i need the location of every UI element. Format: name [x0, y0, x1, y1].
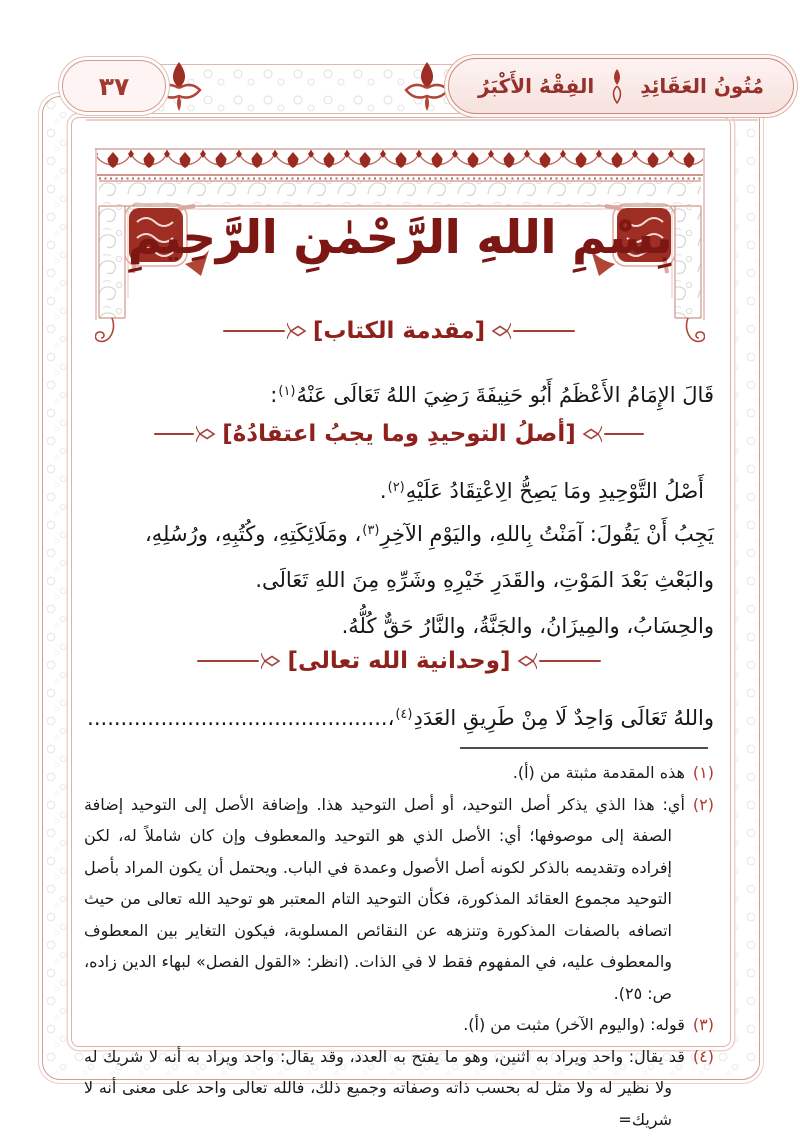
heading-finial-icon [517, 652, 537, 670]
dotted-leader: ............................................. [87, 706, 388, 730]
footnote-text: هذه المقدمة مثبتة من (أ). [512, 763, 685, 782]
paragraph-punct: : [270, 383, 278, 407]
paragraph-punct: . [379, 479, 387, 503]
paragraph-tawhid [84, 468, 714, 511]
basmala-calligraphy: بِسْمِ اللهِ الرَّحْمٰنِ الرَّحِيمِ [127, 210, 673, 264]
paragraph-text: يَجِبُ أَنْ يَقُولَ: آمَنْتُ بِاللهِ، واليَوْمِ الآخِرِ [380, 522, 714, 546]
paragraph-punct: ، [387, 706, 395, 730]
creed-line [84, 508, 714, 557]
series-title: مُتُونُ العَقَائِدِ [640, 74, 764, 98]
footnote-marker: (٣) [692, 1015, 714, 1034]
heading-text: [مقدمة الكتاب] [312, 318, 486, 344]
heading-rule [223, 330, 285, 332]
creed-line [84, 603, 714, 649]
heading-finial-icon [196, 425, 216, 443]
heading-finial-icon [582, 425, 602, 443]
paragraph-text: والبَعْثِ بَعْدَ المَوْتِ، والقَدَرِ خَيْرِهِ وشَرِّهِ مِنَ اللهِ تَعَالَى. [255, 568, 714, 592]
creed-line [84, 557, 714, 603]
heading-finial-icon [261, 652, 281, 670]
paragraph-imam-statement [84, 372, 714, 415]
footnote-separator [460, 747, 708, 749]
heading-rule [539, 660, 601, 662]
running-head-cartouche [448, 58, 794, 114]
footnote-marker: (١) [692, 763, 714, 782]
footnote-item [84, 757, 714, 789]
heading-text: [وحدانية الله تعالى] [287, 648, 511, 674]
paragraph-text: واللهُ تَعَالَى وَاحِدٌ لَا مِنْ طَرِيقِ العَدَدِ [413, 706, 714, 730]
paragraph-creed [84, 508, 714, 649]
footnote-ref-4: (٤) [395, 707, 413, 722]
header-rule [86, 119, 758, 121]
page-number: ٣٧ [98, 71, 130, 101]
heading-finial-icon [491, 322, 511, 340]
paragraph-text: قَالَ الإِمَامُ الأَعْظَمُ أَبُو حَنِيفَةَ رَضِيَ اللهُ تَعَالَى عَنْهُ [296, 383, 714, 407]
footnote-marker: (٢) [692, 794, 714, 814]
heading-rule [604, 433, 644, 435]
footnotes-block [84, 757, 714, 1135]
palmette-ornament-icon [404, 58, 450, 114]
paragraph-text: أَصْلُ التَّوْحِيدِ ومَا يَصِحُّ الِاعْتِقَادُ عَلَيْهِ [405, 479, 704, 503]
heading-rule [154, 433, 194, 435]
footnote-item [84, 1041, 714, 1136]
heading-rule [197, 660, 259, 662]
footnote-text: أي: هذا الذي يذكر أصل التوحيد، أو أصل التوحيد هذا. وإضافة الأصل إلى التوحيد إضافة الصفة إلى موصوفها؛ أي: الأصل الذي هو التوحيد والمعطوف وإن كان شاملاً له، لكن إفراده وتقديمه بالذكر لكونه أصل الأصول وعمدة في الباب. ويحتمل أن يكون المراد بأصل التوحيد مجموع العقائد المذكورة، فكأن التوحيد التام المعتبر هو توحيد الله تعالى من حيث اتصافه بالصفات المذكورة وتنزهه عن النقائص المسلوبة، فيكون التغاير بين المعطوف والمعطوف عليه، في المفهوم فقط لا في الذات. (انظر: «القول الفصل» لبهاء الدين زاده، ص: ٢٥). [84, 794, 685, 1003]
section-heading-intro [84, 318, 714, 344]
footnote-text: قد يقال: واحد ويراد به اثنين، وهو ما يفتح به العدد، وقد يقال: واحد ويراد به أنه لا شريك له ولا نظير له ولا مثل له بحسب ذاته وصفاته وجميع ذلك، فالله تعالى واحد على معنى أنه لا شريك= [84, 1046, 685, 1129]
heading-finial-icon [287, 322, 307, 340]
footnote-item [84, 789, 714, 1010]
footnote-item [84, 1009, 714, 1041]
footnote-ref-2: (٢) [387, 480, 405, 495]
book-title: الفِقْهُ الأَكْبَرُ [478, 74, 595, 98]
section-heading-tawhid [84, 421, 714, 447]
footnote-ref-1: (١) [278, 384, 296, 399]
paragraph-text: ، ومَلَائِكَتِهِ، وكُتُبِهِ، ورُسُلِهِ، [145, 522, 362, 546]
paragraph-text: والحِسَابُ، والمِيزَانُ، والجَنَّةُ، والنَّارُ حَقٌّ كُلُّهُ. [341, 614, 714, 638]
footnote-text: قوله: (واليوم الآخر) مثبت من (أ). [463, 1015, 685, 1034]
footnote-marker: (٤) [692, 1046, 714, 1066]
heading-text: [أصلُ التوحيدِ وما يجبُ اعتقادُهُ] [222, 421, 576, 447]
section-heading-wahdaniyya [84, 648, 714, 674]
heading-rule [513, 330, 575, 332]
page-number-cartouche [62, 60, 166, 112]
footnote-ref-3: (٣) [362, 523, 380, 538]
paragraph-wahdaniyya [84, 695, 714, 738]
title-divider-ornament-icon [609, 66, 625, 106]
